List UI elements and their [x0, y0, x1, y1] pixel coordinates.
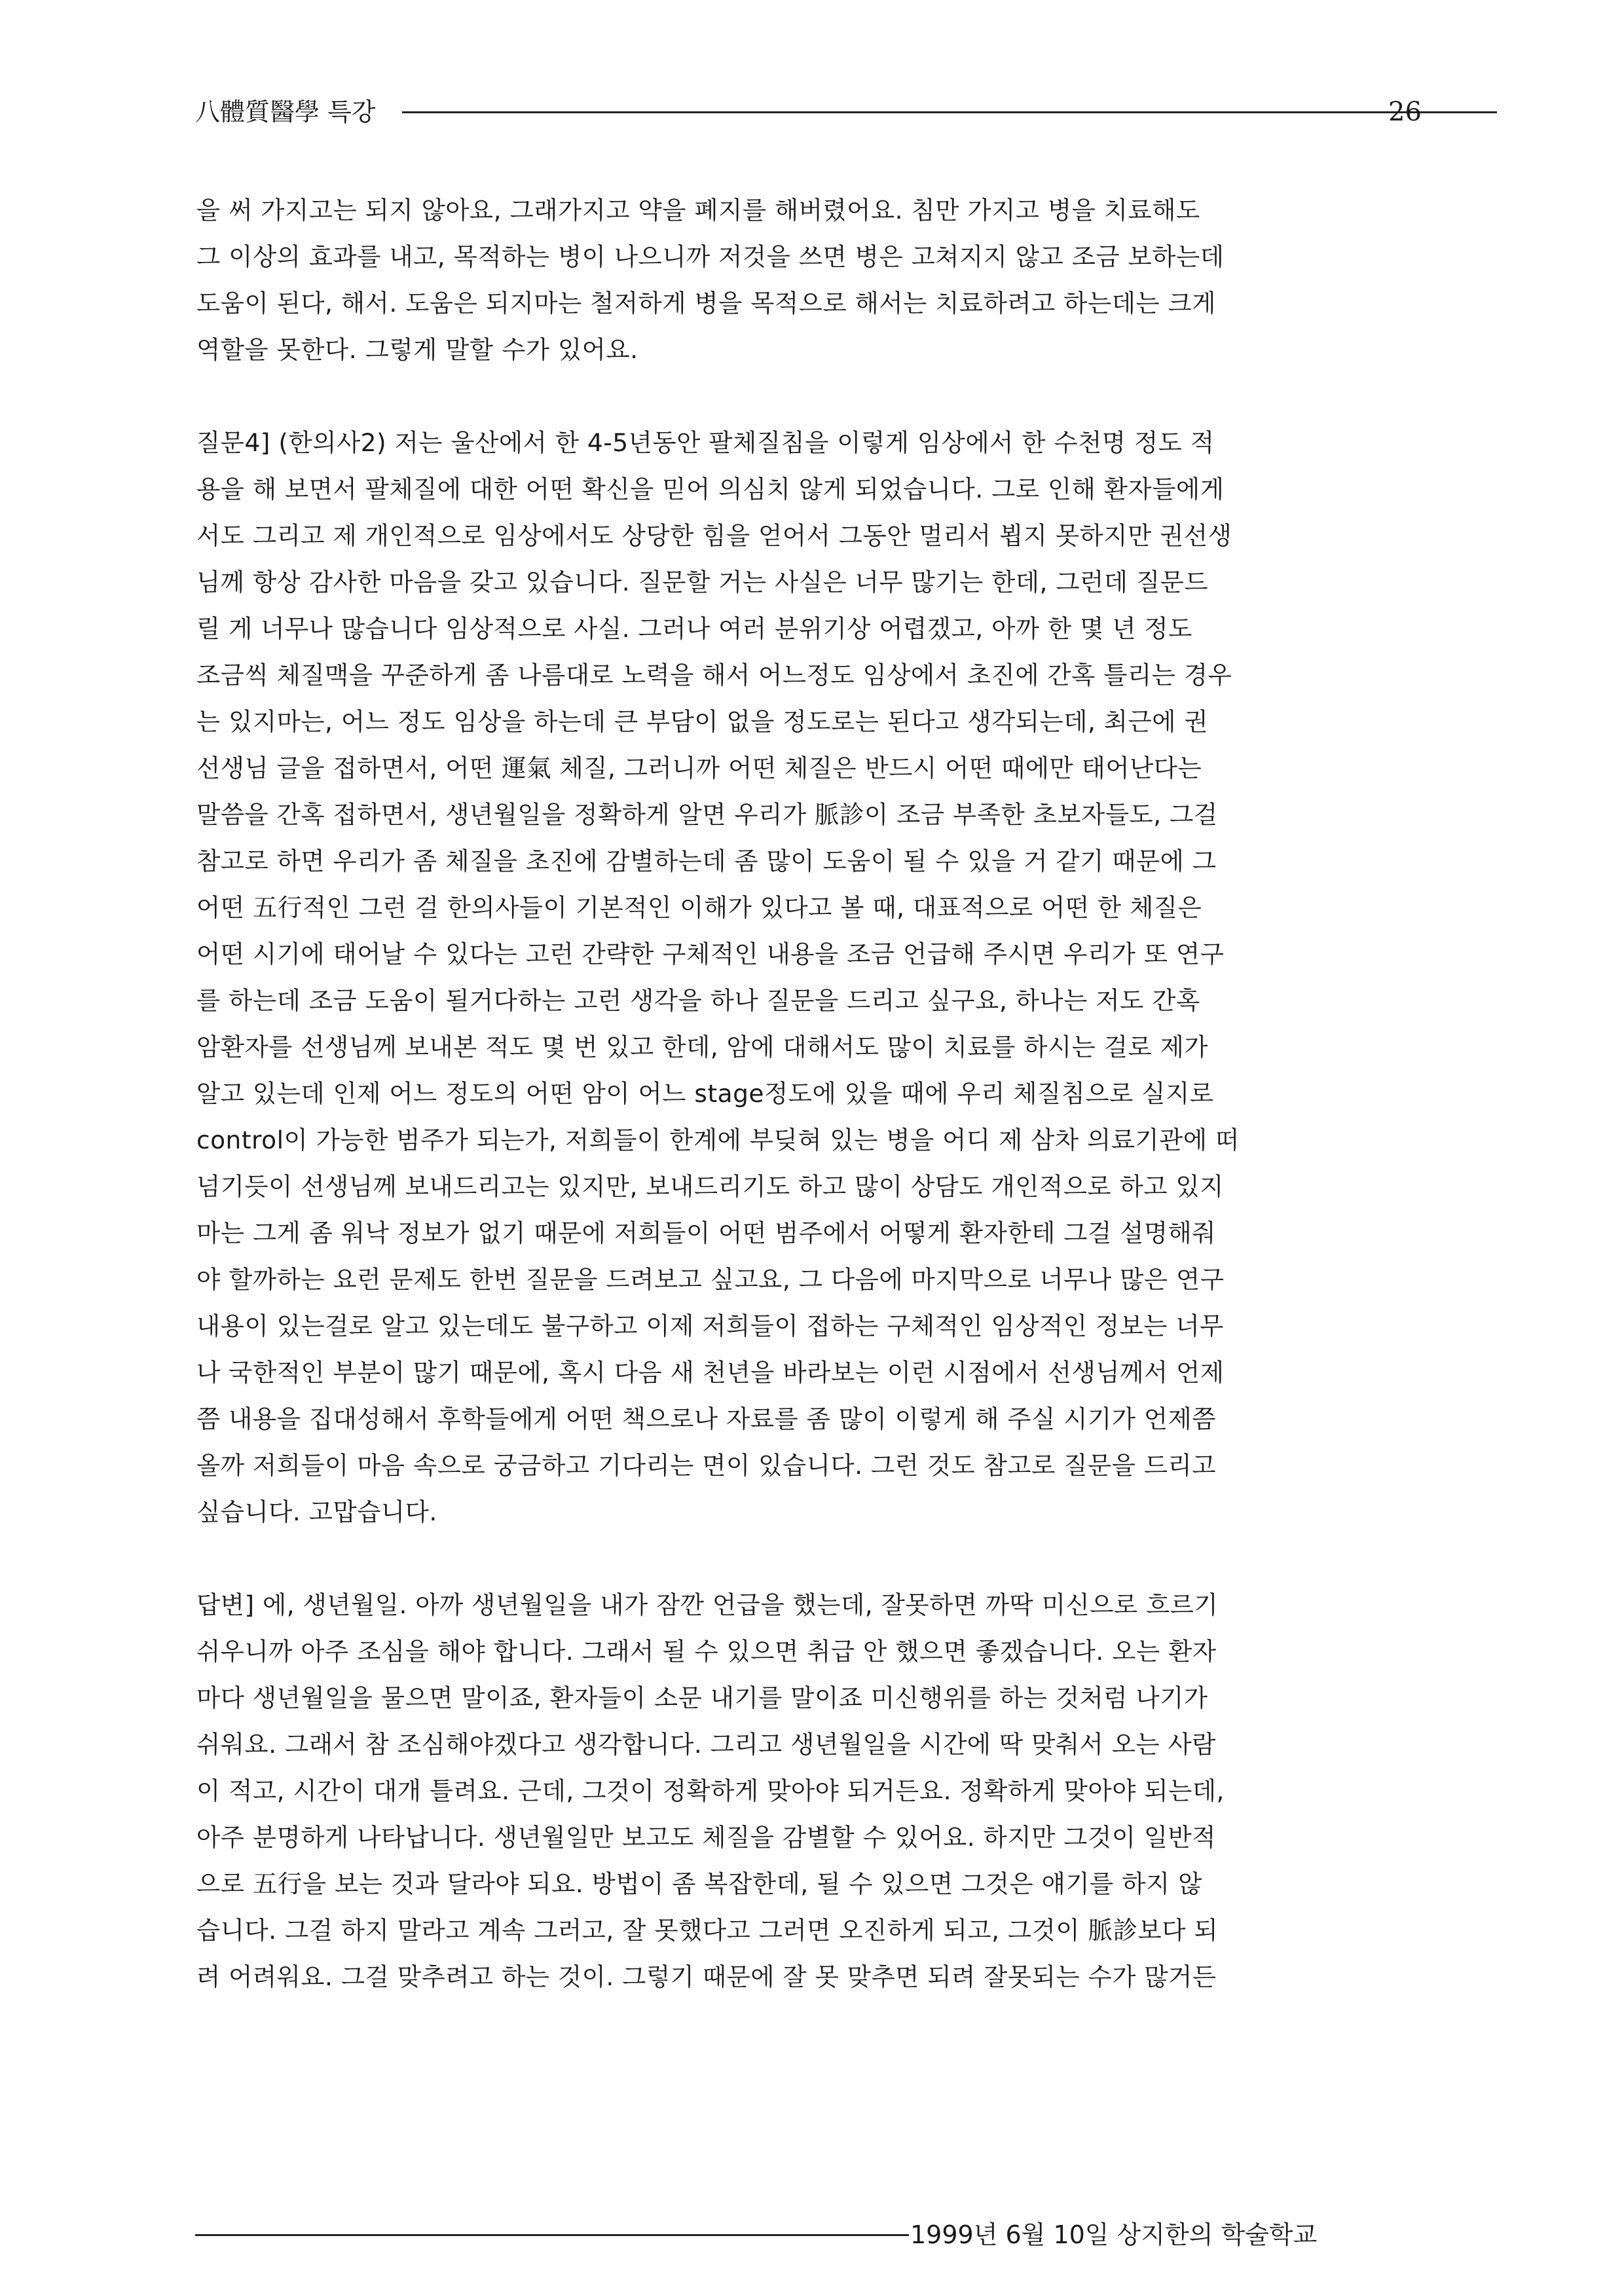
header-title: 八體質醫學 특강 — [195, 98, 376, 126]
page-footer — [195, 2218, 1428, 2251]
page-header — [195, 96, 1428, 128]
page-number: 26 — [1388, 97, 1422, 127]
header-rule — [402, 111, 1497, 113]
paragraph-continuation: 을 써 가지고는 되지 않아요, 그래가지고 약을 폐지를 해버렸어요. 침만 가지고 병을 치료해도 그 이상의 효과를 내고, 목적하는 병이 나으니까 저것을 쓰면 병은 고쳐지지 않고 조금 보하는데 도움이 된다, 해서. 도움은 되지마는 철저하게 병을 목적으로 해서는 치료하려고 하는데는 크게 역할을 못한다. 그렇게 말할 수가 있어요. — [196, 196, 1225, 364]
footer-rule — [195, 2234, 909, 2236]
footer-text: 1999년 6월 10일 상지한의 학술학교 — [910, 2220, 1318, 2249]
paragraph-question-4: 질문4] (한의사2) 저는 울산에서 한 4-5년동안 팔체질침을 이렇게 임상에서 한 수천명 정도 적 용을 해 보면서 팔체질에 대한 어떤 확신을 믿어 의심치 않게 되었습니다. 그로 인해 환자들에게 서도 그리고 제 개인적으로 임상에서도 상당한 힘을 얻어서 그동안 멀리서 뵙지 못하지만 권선생 님께 항상 감사한 마음을 갖고 있습니다. 질문할 거는 사실은 너무 많기는 한데, 그런데 질문드 릴 게 너무나 많습니다 임상적으로 사실. 그러나 여러 분위기상 어렵겠고, 아까 한 몇 년 정도 조금씩 체질맥을 꾸준하게 좀 나름대로 노력을 해서 어느정도 임상에서 초진에 간혹 틀리는 경우 는 있지마는, 어느 정도 임상을 하는데 큰 부담이 없을 정도로는 된다고 생각되는데, 최근에 권 선생님 글을 접하면서, 어떤 運氣 체질, 그러니까 어떤 체질은 반드시 어떤 때에만 태어난다는 말씀을 간혹 접하면서, 생년월일을 정확하게 알면 우리가 脈診이 조금 부족한 초보자들도, 그걸 참고로 하면 우리가 좀 체질을 초진에 감별하는데 좀 많이 도움이 될 수 있을 거 같기 때문에 그 어떤 五行적인 그런 걸 한의사들이 기본적인 이해가 있다고 볼 때, 대표적으로 어떤 한 체질은 어떤 시기에 태어날 수 있다는 고런 간략한 구체적인 내용을 조금 언급해 주시면 우리가 또 연구 를 하는데 조금 도움이 될거다하는 고런 생각을 하나 질문을 드리고 싶구요, 하나는 저도 간혹 암환자를 선생님께 보내본 적도 몇 번 있고 한데, 암에 대해서도 많이 치료를 하시는 걸로 제가 알고 있는데 인제 어느 정도의 어떤 암이 어느 stage정도에 있을 때에 우리 체질침으로 실지로 control이 가능한 범주가 되는가, 저희들이 한계에 부딪혀 있는 병을 어디 제 삼차 의료기관에 떠 넘기듯이 선생님께 보내드리고는 있지만, 보내드리기도 하고 많이 상담도 개인적으로 하고 있지 마는 그게 좀 워낙 정보가 없기 때문에 저희들이 어떤 범주에서 어떻게 환자한테 그걸 설명해줘 야 할까하는 요런 문제도 한번 질문을 드려보고 싶고요, 그 다음에 마지막으로 너무나 많은 연구 내용이 있는걸로 알고 있는데도 불구하고 이제 저희들이 접하는 구체적인 임상적인 정보는 너무 나 국한적인 부분이 많기 때문에, 혹시 다음 새 천년을 바라보는 이런 시점에서 선생님께서 언제 쯤 내용을 집대성해서 후학들에게 어떤 책으로나 자료를 좀 많이 이렇게 해 주실 시기가 언제쯤 올까 저희들이 마음 속으로 궁금하고 기다리는 면이 있습니다. 그런 것도 참고로 질문을 드리고 싶습니다. 고맙습니다. — [196, 428, 1240, 1526]
paragraph-answer: 답변] 에, 생년월일. 아까 생년월일을 내가 잠깐 언급을 했는데, 잘못하면 까딱 미신으로 흐르기 쉬우니까 아주 조심을 해야 합니다. 그래서 될 수 있으면 취급 안 했으면 좋겠습니다. 오는 환자 마다 생년월일을 물으면 말이죠, 환자들이 소문 내기를 말이죠 미신행위를 하는 것처럼 나기가 쉬워요. 그래서 참 조심해야겠다고 생각합니다. 그리고 생년월일을 시간에 딱 맞춰서 오는 사람 이 적고, 시간이 대개 틀려요. 근데, 그것이 정확하게 맞아야 되거든요. 정확하게 맞아야 되는데, 아주 분명하게 나타납니다. 생년월일만 보고도 체질을 감별할 수 있어요. 하지만 그것이 일반적 으로 五行을 보는 것과 달라야 되요. 방법이 좀 복잡한데, 될 수 있으면 그것은 얘기를 하지 않 습니다. 그걸 하지 말라고 계속 그러고, 잘 못했다고 그러면 오진하게 되고, 그것이 脈診보다 되 려 어려워요. 그걸 맞추려고 하는 것이. 그렇기 때문에 잘 못 맞추면 되려 잘못되는 수가 많거든 — [196, 1590, 1225, 1991]
body-text — [196, 187, 1428, 2000]
